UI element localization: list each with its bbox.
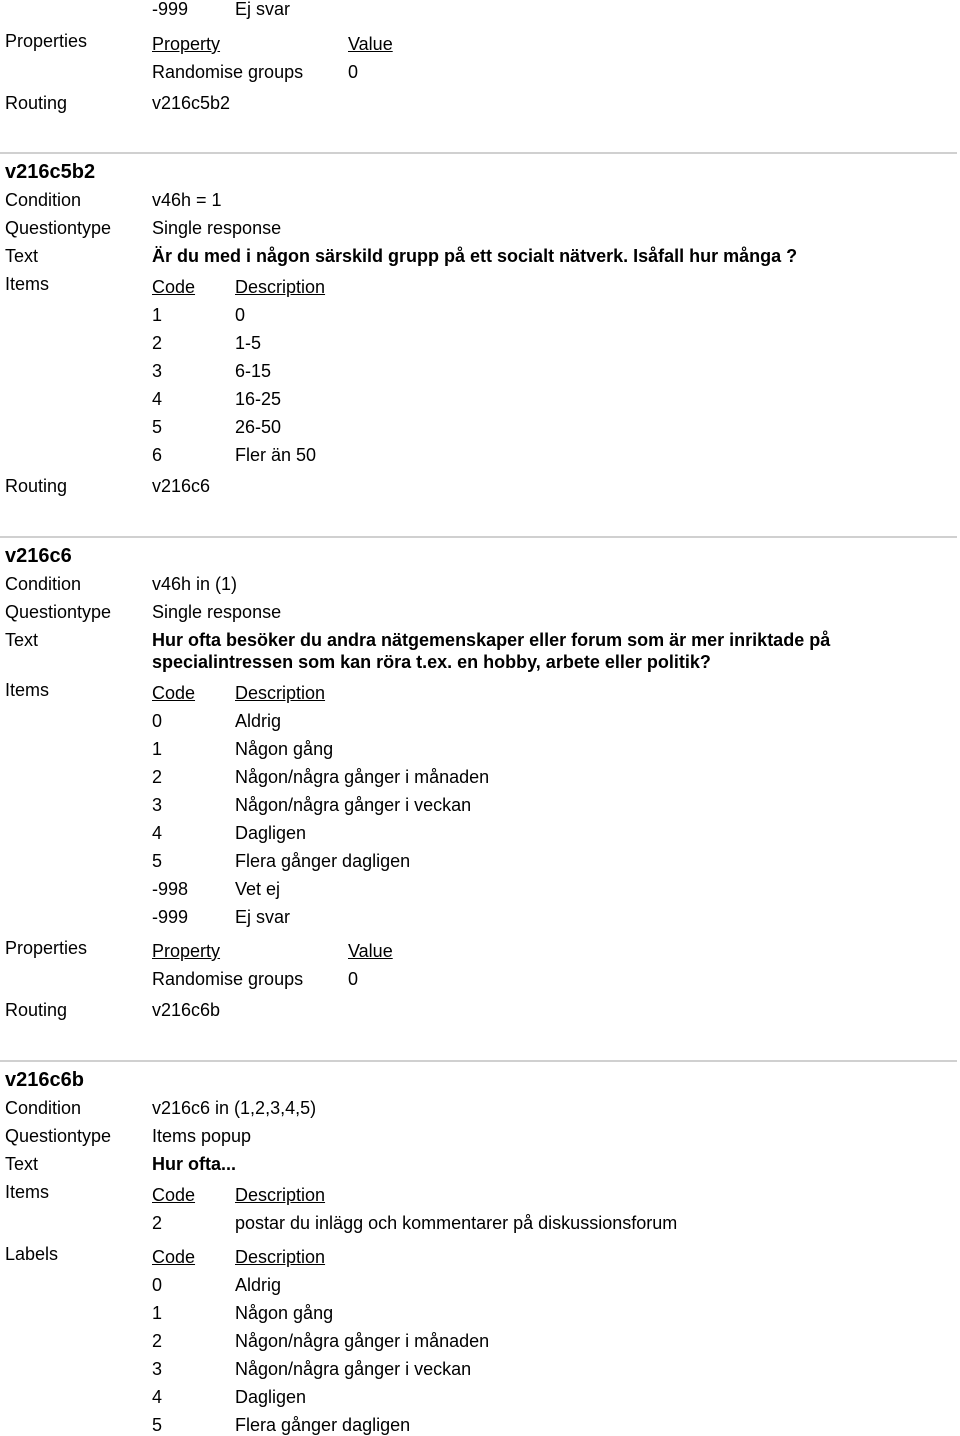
item-code: 1 xyxy=(152,305,163,325)
item-description: 6-15 xyxy=(235,361,272,381)
condition-label: Condition xyxy=(5,190,82,210)
condition-value: v46h = 1 xyxy=(152,190,222,210)
label-description: Aldrig xyxy=(235,1275,282,1295)
code-header: Code xyxy=(152,683,196,703)
item-description: 1-5 xyxy=(235,333,262,353)
questiontype-value: Single response xyxy=(152,602,282,622)
item-code: 0 xyxy=(152,711,163,731)
section-divider xyxy=(0,536,957,538)
value-header: Value xyxy=(348,34,393,54)
items-label: Items xyxy=(5,680,50,700)
item-description: Någon/några gånger i månaden xyxy=(235,767,490,787)
property-header: Property xyxy=(152,941,221,961)
routing-target: v216c6 xyxy=(152,476,211,496)
item-description: 26-50 xyxy=(235,417,282,437)
item-description: Vet ej xyxy=(235,879,281,899)
questiontype-value: Single response xyxy=(152,218,282,238)
section-divider xyxy=(0,1060,957,1062)
questiontype-label: Questiontype xyxy=(5,218,112,238)
questiontype-label: Questiontype xyxy=(5,1126,112,1146)
item-code: 5 xyxy=(152,851,163,871)
question-title: v216c6 xyxy=(5,545,72,567)
description-header: Description xyxy=(235,277,326,297)
description-header: Description xyxy=(235,1247,326,1267)
routing-target: v216c6b xyxy=(152,1000,221,1020)
routing-target: v216c5b2 xyxy=(152,93,231,113)
properties-label: Properties xyxy=(5,938,88,958)
item-code: 6 xyxy=(152,445,163,465)
label-code: 2 xyxy=(152,1331,163,1351)
labels-label: Labels xyxy=(5,1244,59,1264)
question-text: Hur ofta besöker du andra nätgemenskaper eller forum som är mer inriktade på specialintressen som kan röra t.ex. en hobby, arbete eller politik? xyxy=(152,630,831,672)
item-description: 16-25 xyxy=(235,389,282,409)
item-description: Någon/några gånger i veckan xyxy=(235,795,472,815)
label-code: 4 xyxy=(152,1387,163,1407)
routing-label: Routing xyxy=(5,1000,68,1020)
property-name: Randomise groups xyxy=(152,969,304,989)
condition-value: v46h in (1) xyxy=(152,574,238,594)
item-code: -998 xyxy=(152,879,189,899)
property-value: 0 xyxy=(348,969,359,989)
condition-label: Condition xyxy=(5,1098,82,1118)
property-header: Property xyxy=(152,34,221,54)
item-description: Flera gånger dagligen xyxy=(235,851,411,871)
label-code: 1 xyxy=(152,1303,163,1323)
condition-label: Condition xyxy=(5,574,82,594)
routing-label: Routing xyxy=(5,93,68,113)
code-header: Code xyxy=(152,1185,196,1205)
item-description: Ej svar xyxy=(235,0,291,19)
code-header: Code xyxy=(152,1247,196,1267)
items-label: Items xyxy=(5,1182,50,1202)
routing-label: Routing xyxy=(5,476,68,496)
text-label: Text xyxy=(5,1154,39,1174)
label-description: Flera gånger dagligen xyxy=(235,1415,411,1435)
item-code: 5 xyxy=(152,417,163,437)
label-description: Någon gång xyxy=(235,1303,334,1323)
label-code: 0 xyxy=(152,1275,163,1295)
property-value: 0 xyxy=(348,62,359,82)
section-divider xyxy=(0,152,957,154)
code-header: Code xyxy=(152,277,196,297)
label-description: Någon/några gånger i månaden xyxy=(235,1331,490,1351)
text-label: Text xyxy=(5,630,39,650)
properties-label: Properties xyxy=(5,31,88,51)
question-text: Hur ofta... xyxy=(152,1154,236,1174)
item-description: Fler än 50 xyxy=(235,445,317,465)
item-description: postar du inlägg och kommentarer på diskussionsforum xyxy=(235,1213,678,1233)
item-description: Aldrig xyxy=(235,711,282,731)
items-label: Items xyxy=(5,274,50,294)
item-code: 3 xyxy=(152,795,163,815)
questiontype-label: Questiontype xyxy=(5,602,112,622)
item-code: -999 xyxy=(152,0,189,19)
property-name: Randomise groups xyxy=(152,62,304,82)
question-text: Är du med i någon särskild grupp på ett socialt nätverk. Isåfall hur många ? xyxy=(152,246,798,266)
questiontype-value: Items popup xyxy=(152,1126,252,1146)
text-label: Text xyxy=(5,246,39,266)
description-header: Description xyxy=(235,1185,326,1205)
label-description: Dagligen xyxy=(235,1387,307,1407)
item-code: 4 xyxy=(152,823,163,843)
item-description: Ej svar xyxy=(235,907,291,927)
item-code: 3 xyxy=(152,361,163,381)
item-code: 4 xyxy=(152,389,163,409)
item-code: 1 xyxy=(152,739,163,759)
item-description: Någon gång xyxy=(235,739,334,759)
item-description: Dagligen xyxy=(235,823,307,843)
label-description: Någon/några gånger i veckan xyxy=(235,1359,472,1379)
item-description: 0 xyxy=(235,305,246,325)
item-code: -999 xyxy=(152,907,189,927)
item-code: 2 xyxy=(152,1213,163,1233)
item-code: 2 xyxy=(152,767,163,787)
question-title: v216c6b xyxy=(5,1069,84,1091)
label-code: 3 xyxy=(152,1359,163,1379)
label-code: 5 xyxy=(152,1415,163,1435)
question-title: v216c5b2 xyxy=(5,161,96,183)
condition-value: v216c6 in (1,2,3,4,5) xyxy=(152,1098,317,1118)
item-code: 2 xyxy=(152,333,163,353)
value-header: Value xyxy=(348,941,393,961)
description-header: Description xyxy=(235,683,326,703)
